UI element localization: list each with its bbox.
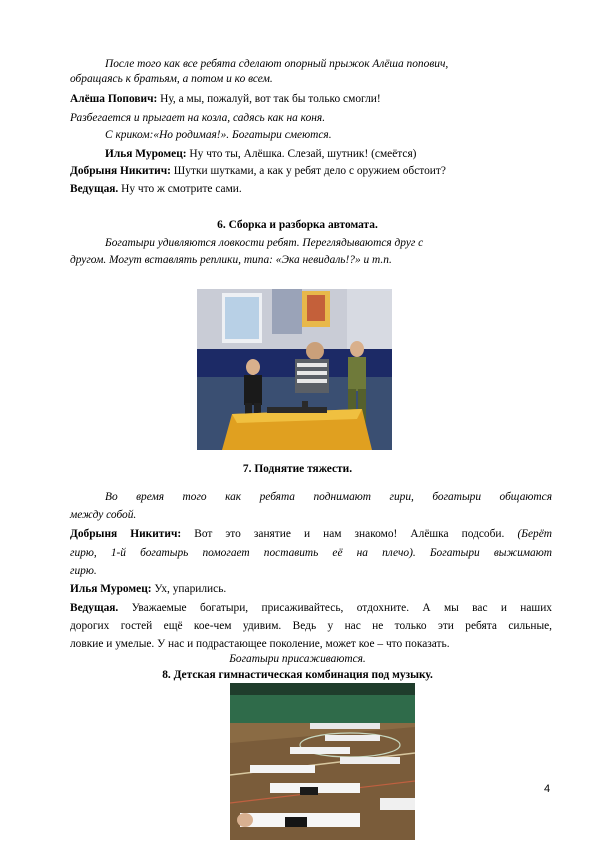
stage-direction: между собой. (70, 509, 137, 521)
speaker-name: Добрыня Никитич: (70, 528, 182, 540)
speaker-name: Илья Муромец: (70, 583, 152, 595)
dialogue-line (70, 92, 381, 106)
section-heading: 6. Сборка и разборка автомата. (217, 219, 378, 231)
speaker-name: Илья Муромец: (105, 148, 187, 160)
speaker-name: Алёша Попович: (70, 93, 158, 105)
speech-text: Вот это занятие и нам знакомо! Алёшка подсоби. (181, 528, 505, 540)
assembly-photo (197, 289, 392, 450)
stage-direction: другом. Могут вставлять реплики, типа: «Эка невидаль!?» и т.п. (70, 254, 392, 266)
stage-direction: Во время того как ребята поднимают гири, богатыри общаются (105, 491, 552, 503)
stage-direction: (Берёт (504, 528, 552, 540)
speech-text: Ну, а мы, пожалуй, вот так бы только смогли! (157, 93, 381, 105)
stage-direction: Разбегается и прыгает на козла, садясь как на коня. (70, 112, 326, 124)
gymnastics-photo (230, 683, 415, 840)
speaker-name: Добрыня Никитич: (70, 165, 171, 177)
stage-direction: После того как все ребята сделают опорный прыжок Алёша попович, (105, 58, 449, 70)
speech-text: Ух, упарились. (151, 583, 227, 595)
speech-text: ловкие и умелые. У нас и подрастающее поколение, может кое – что показать. (70, 638, 450, 650)
speaker-name: Ведущая. (70, 602, 119, 614)
speech-text: Ну что ж смотрите сами. (118, 183, 242, 195)
speech-text: Уважаемые богатыри, присаживайтесь, отдохните. А мы вас и наших (118, 602, 552, 614)
speaker-name: Ведущая. (70, 183, 119, 195)
dialogue-line (105, 147, 416, 161)
dialogue-line (70, 601, 552, 615)
dialogue-line (70, 182, 242, 196)
stage-direction: Богатыри удивляются ловкости ребят. Переглядываются друг с (105, 237, 424, 249)
dialogue-line (70, 582, 226, 596)
dialogue-line (70, 164, 446, 178)
stage-direction: гирю. (70, 565, 97, 577)
speech-text: дорогих гостей ещё кое-чем удивим. Ведь у нас не только эти ребята сильные, (70, 620, 552, 632)
stage-direction: гирю, 1-й богатырь помогает поставить её на плечо). Богатыри выжимают (70, 547, 552, 559)
stage-direction: С криком:«Но родимая!». Богатыри смеются. (105, 129, 332, 141)
speech-text: Шутки шутками, а как у ребят дело с оружием обстоит? (170, 165, 446, 177)
speech-text: Ну что ты, Алёшка. Слезай, шутник! (смеётся) (186, 148, 417, 160)
dialogue-line (70, 527, 552, 541)
stage-direction: обращаясь к братьям, а потом и ко всем. (70, 73, 273, 85)
page-number: 4 (544, 783, 551, 795)
section-heading: 8. Детская гимнастическая комбинация под музыку. (162, 669, 433, 681)
section-heading: 7. Поднятие тяжести. (242, 463, 353, 475)
stage-direction: Богатыри присаживаются. (229, 653, 366, 665)
